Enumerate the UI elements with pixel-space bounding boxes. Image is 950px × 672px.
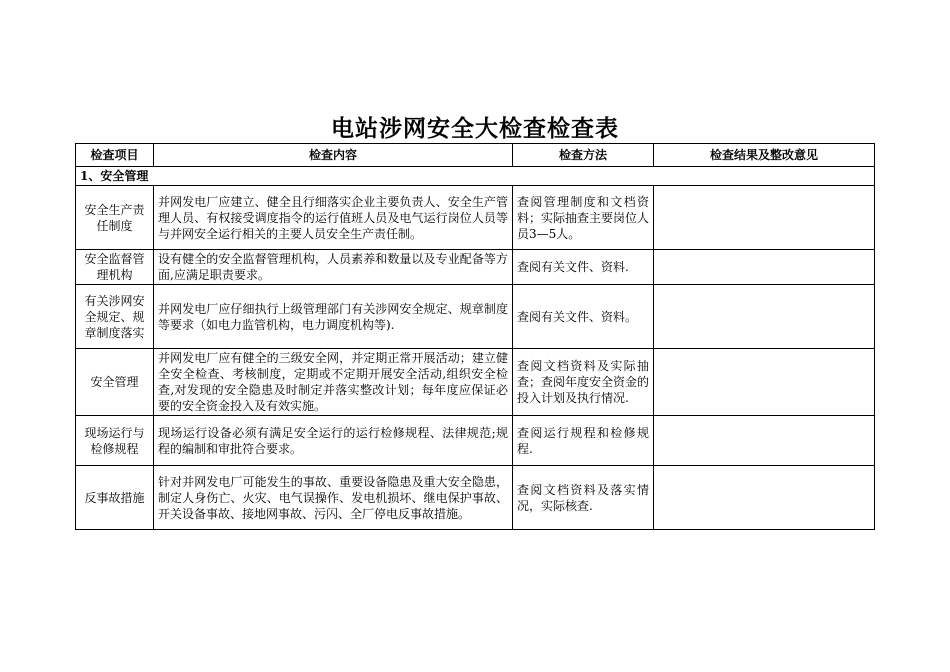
header-content: 检查内容: [154, 144, 513, 167]
row-result: [654, 349, 875, 416]
row-result: [654, 466, 875, 530]
header-method: 检查方法: [513, 144, 654, 167]
table-row: [76, 250, 875, 285]
page-title: 电站涉网安全大检查检查表: [331, 115, 619, 142]
row-method: 查阅文档资料及实际抽查；查阅年度安全资金的投入计划及执行情况.: [513, 349, 654, 416]
row-method: 查阅有关文件、资料。: [513, 285, 654, 349]
row-item: 现场运行与检修规程: [76, 416, 154, 466]
row-content: 设有健全的安全监督管理机构，人员素养和数量以及专业配备等方面,应满足职责要求。: [154, 250, 513, 285]
row-content: 并网发电厂应仔细执行上级管理部门有关涉网安全规定、规章制度等要求（如电力监管机构，电力调度机构等).: [154, 285, 513, 349]
row-content: 并网发电厂应建立、健全且行细落实企业主要负责人、安全生产管理人员、有权接受调度指令的运行值班人员及电气运行岗位人员等与并网安全运行相关的主要人员安全生产责任制。: [154, 186, 513, 250]
row-content: 现场运行设备必须有满足安全运行的运行检修规程、法律规范;规程的编制和审批符合要求。: [154, 416, 513, 466]
table-row: [76, 416, 875, 466]
section-row: [76, 167, 875, 186]
row-method: 查阅管理制度和文档资料；实际抽查主要岗位人员3—5人。: [513, 186, 654, 250]
section-title: 1、安全管理: [76, 167, 875, 186]
row-item: 安全监督管理机构: [76, 250, 154, 285]
row-method: 查阅运行规程和检修规程.: [513, 416, 654, 466]
inspection-table: [75, 143, 875, 530]
row-result: [654, 250, 875, 285]
row-item: 有关涉网安全规定、规章制度落实: [76, 285, 154, 349]
row-method: 查阅有关文件、资料.: [513, 250, 654, 285]
table-header-row: [76, 144, 875, 167]
table-row: [76, 186, 875, 250]
table-row: [76, 466, 875, 530]
row-method: 查阅文档资料及落实情况，实际核查.: [513, 466, 654, 530]
row-result: [654, 285, 875, 349]
row-result: [654, 416, 875, 466]
row-item: 反事故措施: [76, 466, 154, 530]
table-row: [76, 349, 875, 416]
row-content: 针对并网发电厂可能发生的事故、重要设备隐患及重大安全隐患，制定人身伤亡、火灾、电气误操作、发电机损坏、继电保护事故、开关设备事故、接地网事故、污闪、全厂停电反事故措施。: [154, 466, 513, 530]
table-row: [76, 285, 875, 349]
row-content: 并网发电厂应有健全的三级安全网，并定期正常开展活动；建立健全安全检查、考核制度，定期或不定期开展安全活动,组织安全检查,对发现的安全隐患及时制定并落实整改计划；每年度应保证必要的安全资金投入及有效实施。: [154, 349, 513, 416]
row-item: 安全生产责任制度: [76, 186, 154, 250]
row-result: [654, 186, 875, 250]
header-result: 检查结果及整改意见: [654, 144, 875, 167]
row-item: 安全管理: [76, 349, 154, 416]
header-item: 检查项目: [76, 144, 154, 167]
